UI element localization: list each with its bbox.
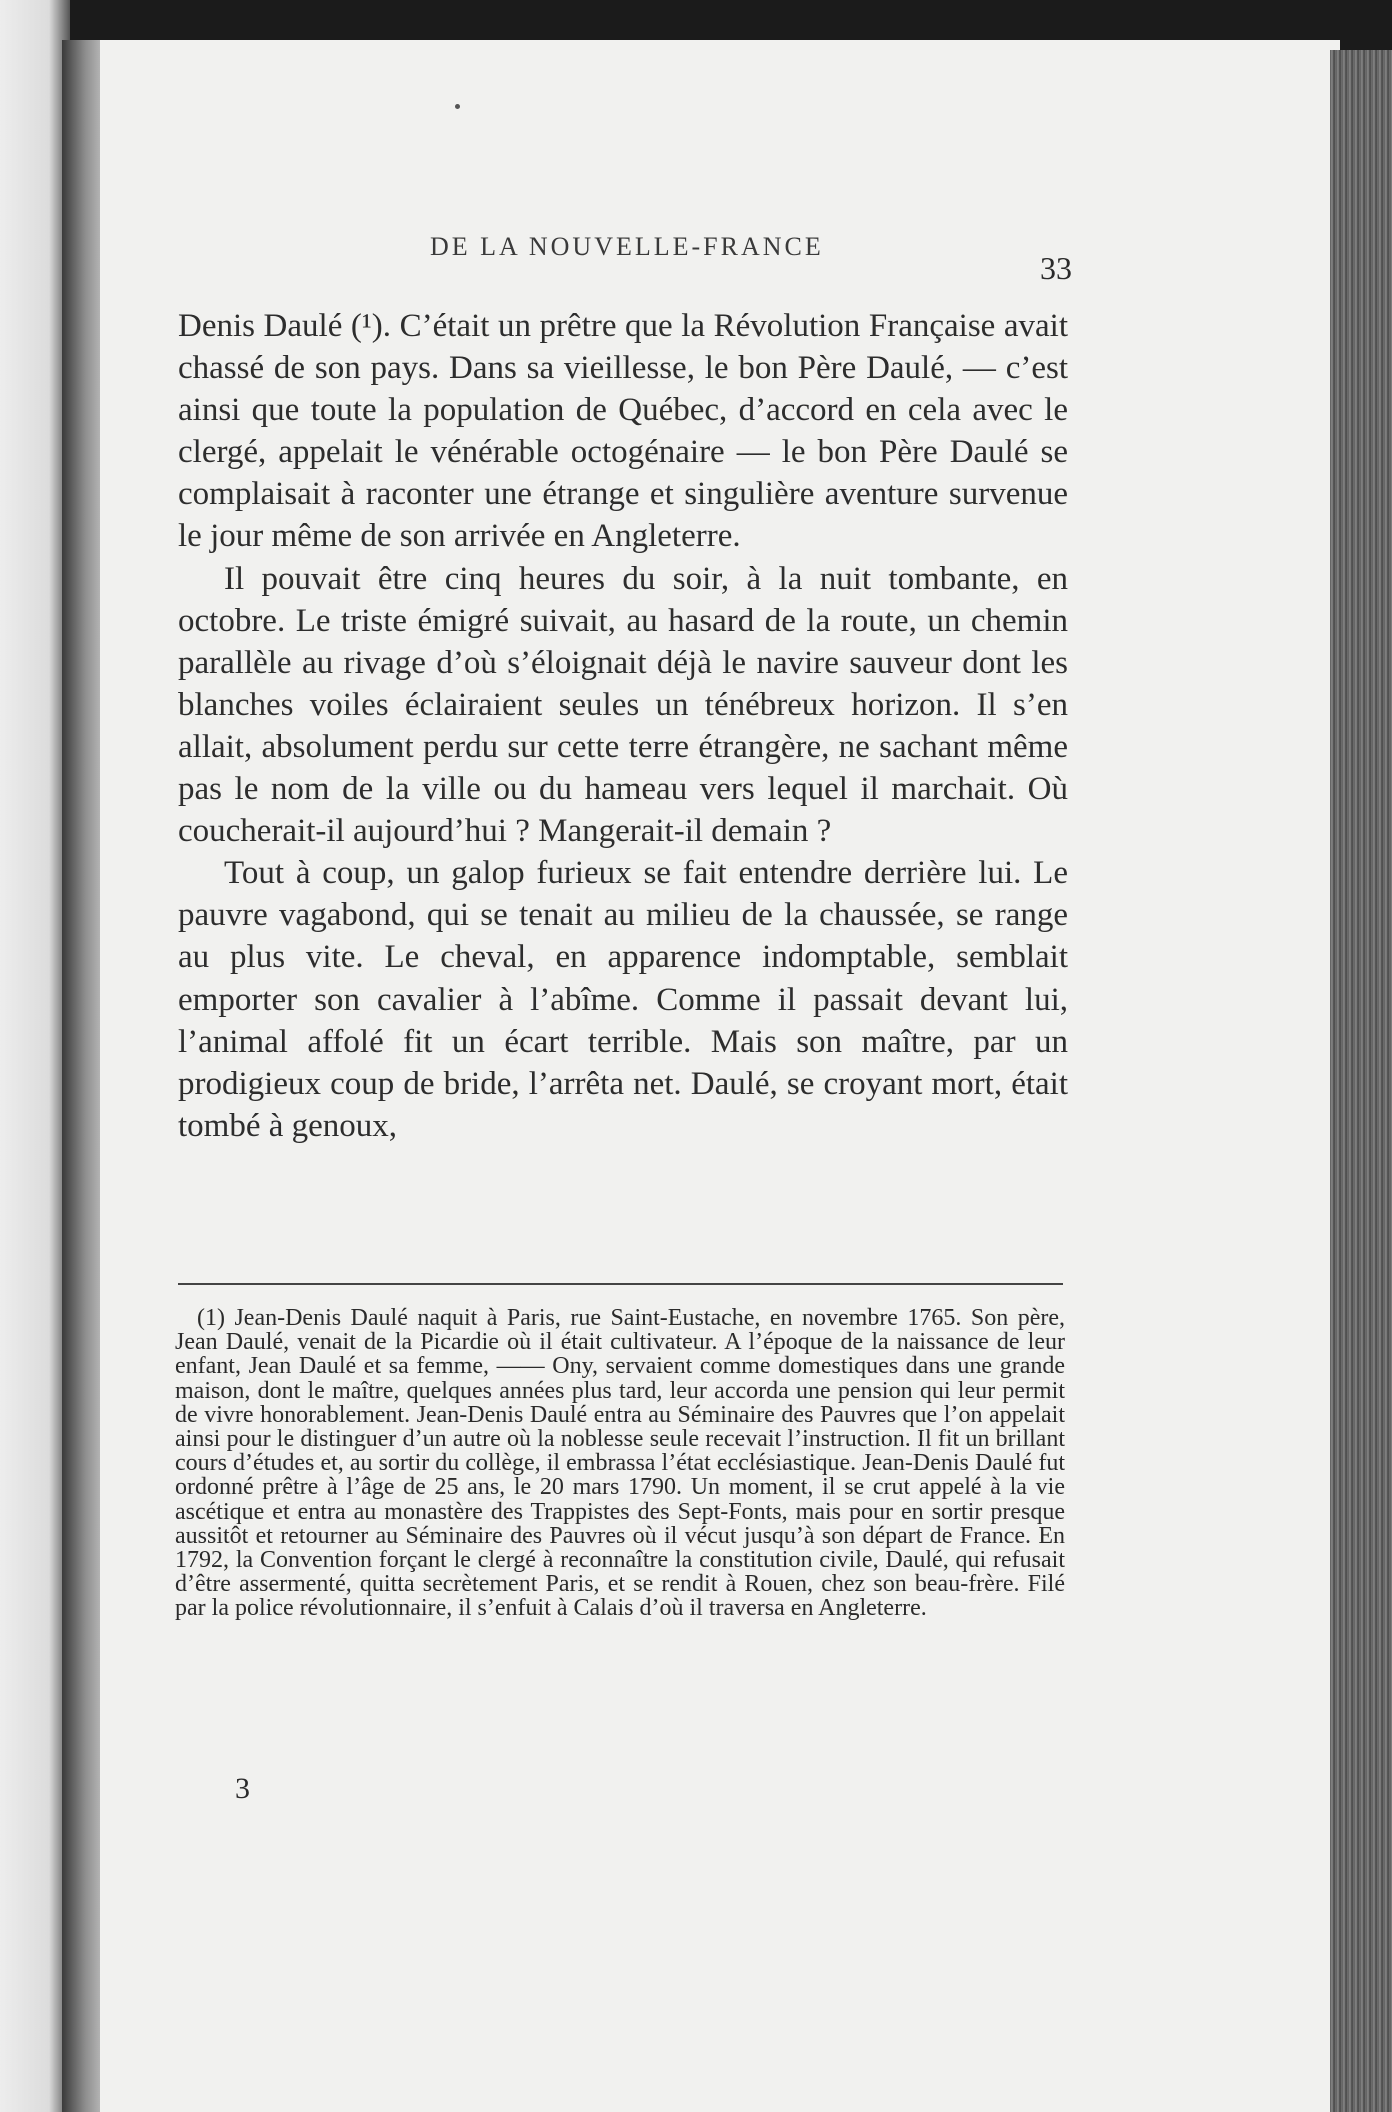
paragraph: Tout à coup, un galop furieux se fait entendre derrière lui. Le pauvre vagabond, qui se tenait au milieu de la chaussée, se range au plus vite. Le cheval, en apparence indomptable, semblait emporter son cavalier à l’abîme. Comme il passait devant lui, l’animal affolé fit un écart terrible. Mais son maître, par un prodigieux coup de bride, l’arrêta net. Daulé, se croyant mort, était tombé à genoux,	[178, 855, 1068, 1144]
footnotes	[175, 1306, 1065, 1621]
ink-speck	[455, 104, 460, 109]
left-page-edge	[0, 0, 70, 2112]
footnote-rule	[178, 1283, 1063, 1285]
signature-mark: 3	[235, 1772, 250, 1805]
paragraph: Il pouvait être cinq heures du soir, à la nuit tombante, en octobre. Le triste émigré suivait, au hasard de la route, un chemin parallèle au rivage d’où s’éloignait déjà le navire sauveur dont les blanches voiles éclairaient seules un ténébreux horizon. Il s’en allait, absolument perdu sur cette terre étrangère, ne sachant même pas le nom de la ville ou du hameau vers lequel il marchait. Où coucherait-il aujourd’hui ? Mangerait-il demain ?	[178, 560, 1068, 850]
footnote: (1) Jean-Denis Daulé naquit à Paris, rue Saint-Eustache, en novembre 1765. Son père, Jean Daulé, venait de la Picardie où il était cultivateur. A l’époque de la naissance de leur enfant, Jean Daulé et sa femme, —— Ony, servaient comme domestiques dans une grande maison, dont le maître, quelques années plus tard, leur accorda une pension qui leur permit de vivre honorablement. Jean-Denis Daulé entra au Séminaire des Pauvres que l’on appelait ainsi pour le distinguer d’un autre où la noblesse seule recevait l’instruction. Il fit un brillant cours d’études et, au sortir du collège, il embrassa l’état ecclésiastique. Jean-Denis Daulé fut ordonné prêtre à l’âge de 25 ans, le 20 mars 1790. Un moment, il se crut appelé à la vie ascétique et entra au monastère des Trappistes des Sept-Fonts, mais pour en sortir presque aussitôt et retourner au Séminaire des Pauvres où il vécut jusqu’à son départ de France. En 1792, la Convention forçant le clergé à reconnaître la constitution civile, Daulé, qui refusait d’être assermenté, quitta secrètement Paris, et se rendit à Rouen, chez son beau-frère. Filé par la police révolutionnaire, il s’enfuit à Calais d’où il traversa en Angleterre.	[175, 1305, 1065, 1622]
paragraph: Denis Daulé (¹). C’était un prêtre que la Révolution Française avait chassé de son pays. Dans sa vieillesse, le bon Père Daulé, — c’est ainsi que toute la population de Québec, d’accord en cela avec le clergé, appelait le vénérable octogénaire — le bon Père Daulé se complaisait à raconter une étrange et singulière aventure survenue le jour même de son arrivée en Angleterre.	[178, 308, 1068, 555]
body-text	[178, 305, 1068, 1147]
page-edges	[1330, 50, 1392, 2112]
running-head: DE LA NOUVELLE-FRANCE	[430, 232, 824, 261]
page-number: 33	[1040, 250, 1072, 286]
